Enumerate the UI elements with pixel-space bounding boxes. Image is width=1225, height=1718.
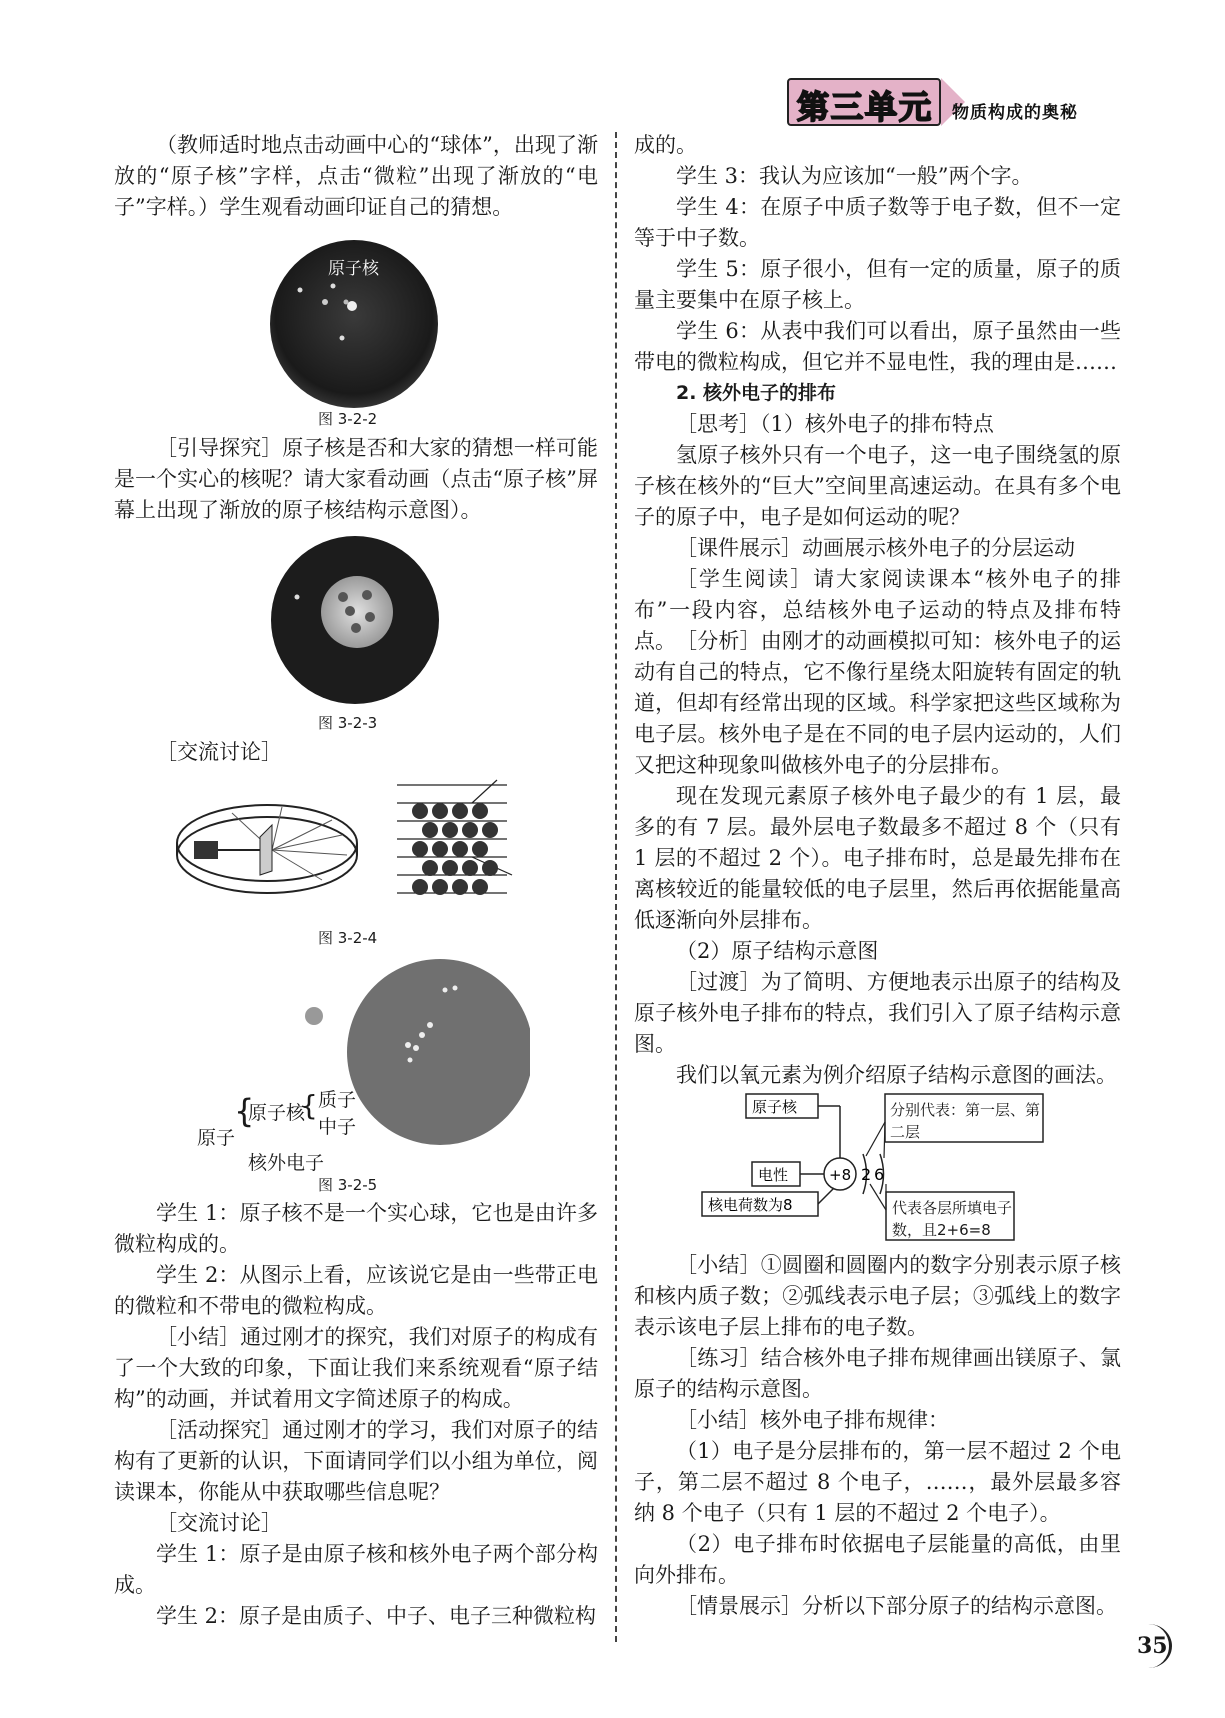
shell-2-count: 6: [874, 1165, 885, 1184]
left-paragraph-6: ［小结］通过刚才的探究，我们对原子的构成有了一个大致的印象，下面让我们来系统观看“原子结构”的动画，并试着用文字简述原子的构成。: [114, 1325, 598, 1411]
label-nuclear-charge: 核电荷数为8: [708, 1196, 793, 1214]
figure-3-2-5: [190, 955, 530, 1165]
right-paragraph-2: 学生 3：我认为应该加“一般”两个字。: [676, 164, 1033, 188]
electron-dot: [322, 299, 328, 305]
right-paragraph-18: （1）电子是分层排布的，第一层不超过 2 个电子，第二层不超过 8 个电子，……，最外层最多容纳 8 个电子（只有 1 层的不超过 2 个电子）。: [634, 1439, 1121, 1525]
nucleus-charge: +8: [829, 1166, 852, 1184]
shell-1-count: 2: [861, 1165, 872, 1184]
right-paragraph-9: ［学生阅读］请大家阅读课本“核外电子的排布”一段内容，总结核外电子运动的特点及排布特点。: [634, 567, 1121, 653]
right-paragraph-19: （2）电子排布时依据电子层能量的高低，由里向外排布。: [634, 1532, 1121, 1587]
right-paragraph-11: 现在发现元素原子核外电子最少的有 1 层，最多的有 7 层。最外层电子数最多不超过 8 个（只有 1 层的不超过 2 个）。电子排布时，总是最先排布在离核较近的能量较低的电子层里，然后再依据能量高低逐渐向外层排布。: [634, 784, 1121, 932]
section-heading: 2. 核外电子的排布: [676, 382, 837, 404]
particle: [345, 606, 355, 616]
right-paragraph-3: 学生 4：在原子中质子数等于电子数，但不一定等于中子数。: [634, 195, 1121, 250]
left-paragraph-3: ［交流讨论］: [156, 740, 282, 764]
figure-3-2-2: [268, 238, 440, 410]
particle: [338, 592, 348, 602]
particle: [362, 590, 372, 600]
left-paragraph-10: 学生 2：原子是由质子、中子、电子三种微粒构: [156, 1604, 597, 1628]
brace-outer: {: [234, 1092, 255, 1130]
left-paragraph-9: 学生 1：原子是由原子核和核外电子两个部分构成。: [114, 1542, 598, 1597]
label-charge: 电性: [758, 1166, 789, 1184]
figure-3-2-5-caption: 图 3-2-5: [318, 1176, 378, 1194]
right-paragraph-10: ［分析］由刚才的动画模拟可知：核外电子的运动有自己的特点，它不像行星绕太阳旋转有固定的轨道，但却有经常出现的区域。科学家把这些区域称为电子层。核外电子是在不同的电子层内运动的，人们又把这种现象叫做核外电子的分层排布。: [634, 629, 1121, 777]
left-paragraph-7: ［活动探究］通过刚才的学习，我们对原子的结构有了更新的认识，下面请同学们以小组为单位，阅读课本，你能从中获取哪些信息呢？: [114, 1418, 598, 1504]
electron-dot: [331, 284, 336, 289]
nucleus-dot: [347, 301, 357, 311]
figure-3-2-2-caption: 图 3-2-2: [318, 410, 378, 428]
right-paragraph-12: （2）原子结构示意图: [676, 939, 879, 963]
right-paragraph-16: ［练习］结合核外电子排布规律画出镁原子、氯原子的结构示意图。: [634, 1346, 1121, 1401]
electron-dot: [344, 300, 349, 305]
atom-label: 原子: [197, 1127, 236, 1149]
electron-dot: [340, 336, 345, 341]
left-paragraph-4: 学生 1：原子核不是一个实心球，它也是由许多微粒构成的。: [114, 1201, 598, 1256]
page-number: 35: [1137, 1633, 1168, 1659]
left-paragraph-8: ［交流讨论］: [156, 1511, 282, 1535]
right-paragraph-8: ［课件展示］动画展示核外电子的分层运动: [676, 536, 1075, 560]
right-paragraph-13: ［过渡］为了简明、方便地表示出原子的结构及原子核外电子排布的特点，我们引入了原子结构示意图。: [634, 970, 1121, 1056]
figure-3-2-3-caption: 图 3-2-3: [318, 714, 378, 732]
particle: [351, 623, 361, 633]
right-paragraph-5: 学生 6：从表中我们可以看出，原子虽然由一些带电的微粒构成，但它并不显电性，我的理由是……: [634, 319, 1121, 374]
figure-3-2-4-caption: 图 3-2-4: [318, 929, 378, 947]
column-divider: [615, 132, 617, 1642]
particle: [365, 612, 375, 622]
right-paragraph-4: 学生 5：原子很小，但有一定的质量，原子的质量主要集中在原子核上。: [634, 257, 1121, 312]
atom-sphere: [347, 959, 530, 1145]
right-paragraph-17: ［小结］核外电子排布规律：: [676, 1408, 949, 1432]
figure-3-2-3: [270, 535, 440, 705]
particle: [305, 1007, 323, 1025]
proton-label: 质子: [318, 1089, 357, 1111]
brace-inner: {: [300, 1089, 318, 1122]
right-paragraph-1: 成的。: [634, 133, 697, 157]
right-paragraph-14: 我们以氧元素为例介绍原子结构示意图的画法。: [676, 1063, 1117, 1087]
electron-label: 核外电子: [248, 1152, 325, 1174]
right-paragraph-20: ［情景展示］分析以下部分原子的结构示意图。: [676, 1594, 1117, 1618]
electron-dot: [295, 595, 300, 600]
nucleus-sphere: [321, 576, 393, 648]
figure-3-2-4: [172, 775, 552, 915]
nucleus-label-2: 原子核: [248, 1102, 306, 1124]
label-layers: 分别代表：第一层、第二层: [890, 1101, 1041, 1141]
unit-subtitle: 物质构成的奥秘: [952, 103, 1078, 123]
left-paragraph-1: （教师适时地点击动画中心的“球体”，出现了渐放的“原子核”字样，点击“微粒”出现了渐放的“电子”字样。）学生观看动画印证自己的猜想。: [114, 133, 598, 219]
electron-dot: [298, 288, 303, 293]
right-paragraph-15: ［小结］①圆圈和圆圈内的数字分别表示原子核和核内质子数；②弧线表示电子层；③弧线上的数字表示该电子层上排布的电子数。: [634, 1253, 1121, 1339]
label-nucleus: 原子核: [752, 1098, 798, 1116]
right-paragraph-7: 氢原子核外只有一个电子，这一电子围绕氢的原子核在核外的“巨大”空间里高速运动。在具有多个电子的原子中，电子是如何运动的呢？: [634, 443, 1121, 529]
label-fill: 代表各层所填电子数，且2+6=8: [892, 1199, 1013, 1239]
neutron-label: 中子: [318, 1116, 357, 1138]
left-paragraph-5: 学生 2：从图示上看，应该说它是由一些带正电的微粒和不带电的微粒构成。: [114, 1263, 598, 1318]
left-paragraph-2: ［引导探究］原子核是否和大家的猜想一样可能是一个实心的核呢？请大家看动画（点击“原子核”屏幕上出现了渐放的原子核结构示意图）。: [114, 436, 598, 522]
nucleus-label: 原子核: [328, 259, 379, 279]
unit-title: 第三单元: [797, 88, 934, 126]
right-paragraph-6: ［思考］（1）核外电子的排布特点: [676, 412, 994, 436]
